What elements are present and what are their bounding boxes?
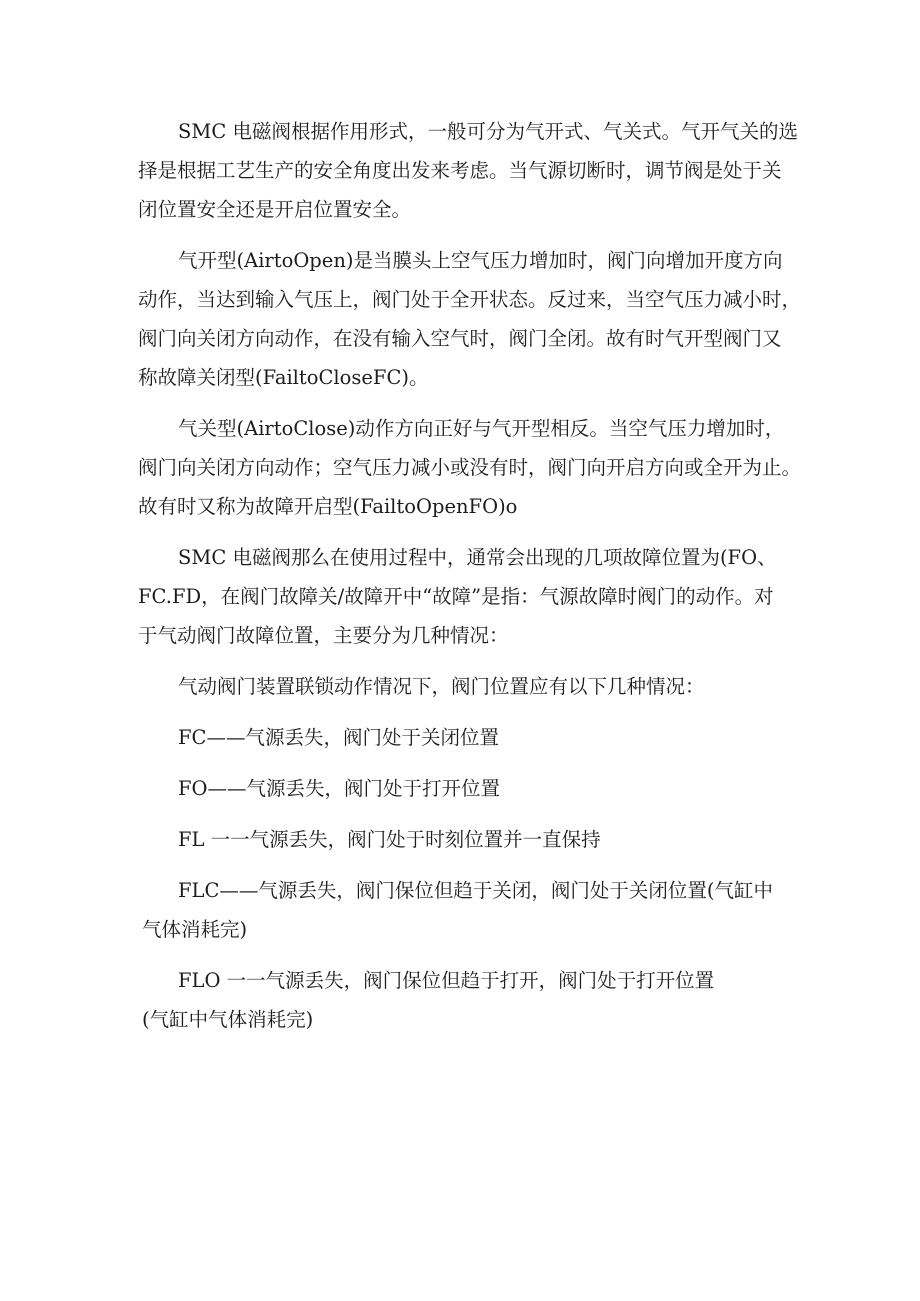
item-text: FLC——气源丢失，阀门保位但趋于关闭，阀门处于关闭位置(气缸中 <box>178 879 774 902</box>
item-continuation: 气体消耗完) <box>142 918 248 941</box>
text-line: 气动阀门装置联锁动作情况下，阀门位置应有以下几种情况： <box>178 675 705 698</box>
text-line: 于气动阀门故障位置，主要分为几种情况： <box>138 624 509 647</box>
paragraph-valve-types <box>138 112 803 229</box>
text-line: 动作，当达到输入气压上，阀门处于全开状态。反过来，当空气压力减小时， <box>138 288 802 311</box>
text-line: 气关型(AirtoClose)动作方向正好与气开型相反。当空气压力增加时， <box>178 417 785 440</box>
paragraph-air-to-close <box>138 409 803 526</box>
text-line: 气开型(AirtoOpen)是当膜头上空气压力增加时，阀门向增加开度方向 <box>178 249 783 272</box>
item-text: FO——气源丢失，阀门处于打开位置 <box>178 777 501 800</box>
paragraph-interlock-intro <box>138 667 803 706</box>
text-line: 称故障关闭型(FailtoCloseFC)。 <box>138 366 429 389</box>
list-item-fl <box>138 820 803 859</box>
item-text: FL 一一气源丢失，阀门处于时刻位置并一直保持 <box>178 828 601 851</box>
list-item-fo <box>138 769 803 808</box>
item-text: FLO 一一气源丢失，阀门保位但趋于打开，阀门处于打开位置 <box>178 969 715 992</box>
document-body <box>138 112 803 1051</box>
text-line: 阀门向关闭方向动作，在没有输入空气时，阀门全闭。故有时气开型阀门又 <box>138 327 782 350</box>
list-item-fc <box>138 718 803 757</box>
text-line: 闭位置安全还是开启位置安全。 <box>138 198 412 221</box>
text-line: 择是根据工艺生产的安全角度出发来考虑。当气源切断时，调节阀是处于关 <box>138 159 782 182</box>
item-text: FC——气源丢失，阀门处于关闭位置 <box>178 726 499 749</box>
paragraph-air-to-open <box>138 241 803 397</box>
text-line: SMC 电磁阀根据作用形式，一般可分为气开式、气关式。气开气关的选 <box>178 120 798 143</box>
list-item-flo <box>138 961 803 1039</box>
item-continuation: (气缸中气体消耗完) <box>142 1008 314 1031</box>
text-line: 故有时又称为故障开启型(FailtoOpenFO)o <box>138 495 518 518</box>
text-line: SMC 电磁阀那么在使用过程中，通常会出现的几项故障位置为(FO、 <box>178 546 777 569</box>
text-line: 阀门向关闭方向动作；空气压力减小或没有时，阀门向开启方向或全开为止。 <box>138 456 802 479</box>
list-item-flc <box>138 871 803 949</box>
paragraph-fault-positions <box>138 538 803 655</box>
text-line: FC.FD，在阀门故障关/故障开中“故障”是指：气源故障时阀门的动作。对 <box>138 585 774 608</box>
